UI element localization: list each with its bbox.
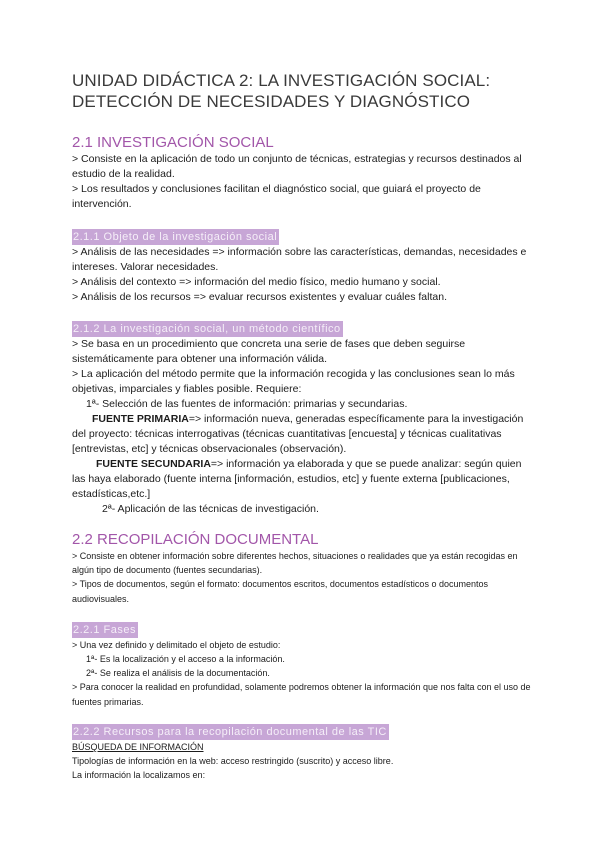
section-2-1-2 [72, 319, 534, 517]
section-2-1 [72, 134, 534, 212]
paragraph: > Los resultados y conclusiones facilitan el diagnóstico social, que guiará el proyecto de intervención. [72, 183, 481, 210]
paragraph: > Análisis de los recursos => evaluar recursos existentes y evaluar cuáles faltan. [72, 291, 447, 303]
paragraph: > Se basa en un procedimiento que concreta una serie de fases que deben seguirse sistemáticamente para obtener una información válida. [72, 338, 466, 365]
title-line-2: DETECCIÓN DE NECESIDADES Y DIAGNÓSTICO [72, 92, 471, 111]
paragraph: Tipologías de información en la web: acceso restringido (suscrito) y acceso libre. [72, 756, 394, 767]
subsection-heading: 2.1.2 La investigación social, un método científico [73, 323, 341, 335]
phase-2: 2ª- Se realiza el análisis de la documentación. [86, 668, 270, 679]
subsection-heading: 2.1.1 Objeto de la investigación social [73, 231, 278, 243]
document-title [72, 70, 534, 112]
secondary-source-paragraph [72, 457, 534, 502]
section-2-2-1 [72, 620, 534, 709]
primary-source-label: FUENTE PRIMARIA [92, 413, 189, 425]
secondary-source-label: FUENTE SECUNDARIA [96, 458, 211, 470]
secondary-source-text: => información ya elaborada y que se puede analizar: según quien las haya elaborado (fuente interna [información, estudios, etc] y fuente externa [publicaciones, estadísticas,etc.] [72, 458, 522, 500]
subsection-heading: 2.2.1 Fases [73, 623, 136, 636]
paragraph: La información la localizamos en: [72, 770, 206, 781]
step-1: 1ª- Selección de las fuentes de información: primarias y secundarias. [86, 398, 408, 410]
section-2-2 [72, 531, 534, 606]
paragraph: > Análisis del contexto => información del medio físico, medio humano y social. [72, 276, 441, 288]
primary-source-text: => información nueva, generadas específicamente para la investigación del proyecto: técnicas interrogativas (técnicas cuantitativas [encuesta] y técnicas cualitativas [entrevistas, etc] y técnicas observacionales (observación). [72, 413, 524, 455]
paragraph: > Tipos de documentos, según el formato: documentos escritos, documentos estadísticos o documentos audiovisuales. [72, 579, 488, 604]
document-page [72, 70, 534, 782]
paragraph: > Una vez definido y delimitado el objeto de estudio: [72, 639, 281, 650]
section-heading: 2.2 RECOPILACIÓN DOCUMENTAL [72, 531, 319, 548]
step-2: 2ª- Aplicación de las técnicas de investigación. [102, 503, 319, 515]
paragraph: > Consiste en la aplicación de todo un conjunto de técnicas, estrategias y recursos destinados al estudio de la realidad. [72, 153, 522, 180]
title-line-1: UNIDAD DIDÁCTICA 2: LA INVESTIGACIÓN SOCIAL: [72, 71, 491, 90]
paragraph: > La aplicación del método permite que la información recogida y las conclusiones sean lo más objetivas, imparciales y fiables posible. Requiere: [72, 368, 515, 395]
section-2-1-1 [72, 227, 534, 305]
paragraph: > Consiste en obtener información sobre diferentes hechos, situaciones o realidades que ya están recogidas en algún tipo de documento (fuentes secundarias). [72, 551, 518, 576]
paragraph: > Análisis de las necesidades => información sobre las características, demandas, necesidades e intereses. Valorar necesidades. [72, 246, 527, 273]
subsection-heading: 2.2.2 Recursos para la recopilación documental de las TIC [73, 725, 387, 738]
paragraph: > Para conocer la realidad en profundidad, solamente podremos obtener la información que nos falta con el uso de fuentes primarias. [72, 682, 531, 707]
section-2-2-2 [72, 722, 534, 783]
subheading-busqueda: BÚSQUEDA DE INFORMACIÓN [72, 741, 204, 752]
section-heading: 2.1 INVESTIGACIÓN SOCIAL [72, 134, 274, 151]
primary-source-paragraph [72, 412, 534, 457]
phase-1: 1ª- Es la localización y el acceso a la información. [86, 654, 285, 665]
